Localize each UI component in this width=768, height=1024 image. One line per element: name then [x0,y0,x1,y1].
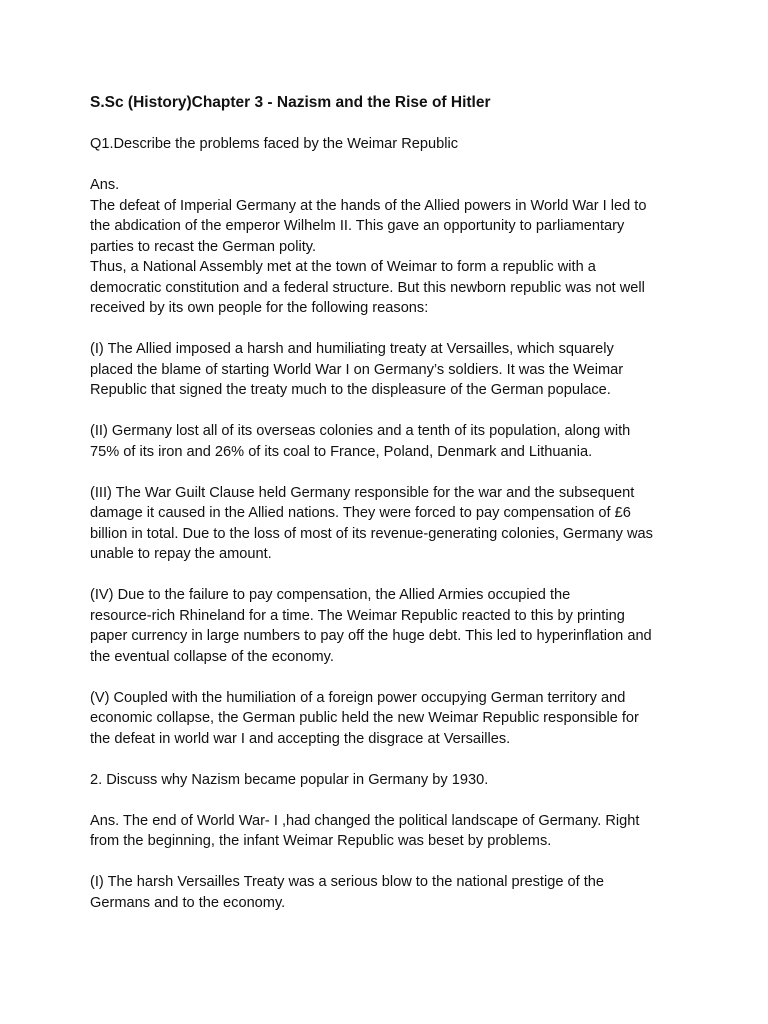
answer-1-point-ii [90,421,678,462]
answer-1-intro [90,196,678,319]
paragraph-line: (II) Germany lost all of its overseas colonies and a tenth of its population, along with [90,423,631,439]
paragraph-line: unable to repay the amount. [90,546,272,562]
paragraph-line: the eventual collapse of the economy. [90,648,334,665]
answer-1-point-iv [90,585,678,667]
question-1: Q1.Describe the problems faced by the Weimar Republic [90,136,458,152]
paragraph-line: 75% of its iron and 26% of its coal to France, Poland, Denmark and Lithuania. [90,443,593,460]
paragraph-line: Thus, a National Assembly met at the town of Weimar to form a republic with a [90,259,596,275]
paragraph-line: economic collapse, the German public held the new Weimar Republic responsible for [90,710,639,726]
answer-1-point-v [90,688,678,750]
paragraph-line: (IV) Due to the failure to pay compensation, the Allied Armies occupied the [90,587,571,603]
spacer [90,749,678,770]
spacer [90,319,678,340]
paragraph-line: Republic that signed the treaty much to the displeasure of the German populace. [90,382,611,398]
paragraph-line: from the beginning, the infant Weimar Republic was beset by problems. [90,833,552,849]
paragraph-line: parties to recast the German polity. [90,238,317,255]
paragraph-line: (III) The War Guilt Clause held Germany responsible for the war and the subsequent [90,484,635,501]
spacer [90,667,678,688]
spacer [90,852,678,873]
paragraph-line: (I) The harsh Versailles Treaty was a serious blow to the national prestige of the [90,874,605,890]
paragraph-line: billion in total. Due to the loss of most of its revenue-generating colonies, Germany was [90,525,653,542]
paragraph-line: the abdication of the emperor Wilhelm II. This gave an opportunity to parliamentary [90,218,625,234]
paragraph-line: resource-rich Rhineland for a time. The Weimar Republic reacted to this by printing [90,607,625,624]
spacer [90,401,678,422]
paragraph-line: (V) Coupled with the humiliation of a foreign power occupying German territory and [90,689,626,706]
spacer [90,155,678,176]
answer-1-point-iii [90,483,678,565]
paragraph-line: the defeat in world war I and accepting the disgrace at Versailles. [90,730,511,747]
spacer [90,113,678,134]
paragraph-line: (I) The Allied imposed a harsh and humiliating treaty at Versailles, which squarely [90,341,614,357]
answer-2-point-i [90,872,678,913]
answer-label: Ans. [90,177,120,193]
paragraph-line: Germans and to the economy. [90,894,286,911]
question-2: 2. Discuss why Nazism became popular in Germany by 1930. [90,771,489,788]
paragraph-line: The defeat of Imperial Germany at the hands of the Allied powers in World War I led to [90,197,647,214]
spacer [90,790,678,811]
paragraph-line: Ans. The end of World War- I ,had changed the political landscape of Germany. Right [90,812,640,829]
spacer [90,462,678,483]
answer-1-point-i [90,339,678,401]
paragraph-line: placed the blame of starting World War I on Germany’s soldiers. It was the Weimar [90,361,624,378]
answer-2-intro [90,811,678,852]
paragraph-line: democratic constitution and a federal structure. But this newborn republic was not well [90,279,645,296]
paragraph-line: paper currency in large numbers to pay off the huge debt. This led to hyperinflation and [90,628,652,644]
paragraph-line: received by its own people for the following reasons: [90,300,429,316]
page-title: S.Sc (History)Chapter 3 - Nazism and the Rise of Hitler [90,94,491,111]
paragraph-line: damage it caused in the Allied nations. They were forced to pay compensation of £6 [90,505,631,521]
spacer [90,565,678,586]
